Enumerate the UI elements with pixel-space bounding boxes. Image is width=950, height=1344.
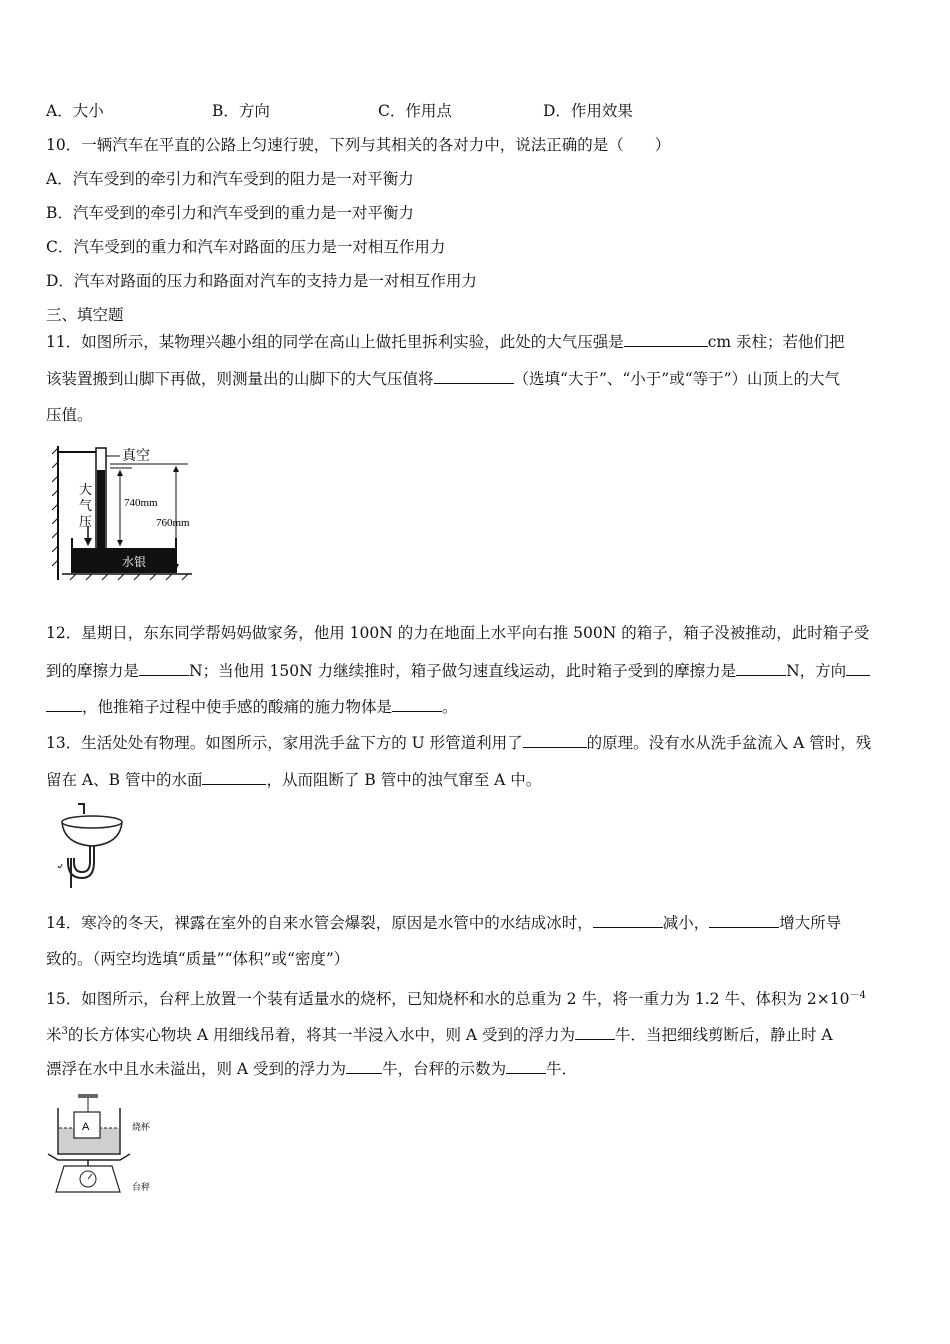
air-pressure-label: [79, 482, 92, 529]
q14-text-1a: 14．寒冷的冬天，裸露在室外的自来水管会爆裂，原因是水管中的水结成冰时，: [46, 914, 593, 932]
q11-line-3: 压值。: [46, 406, 93, 424]
q11-line-2: [46, 367, 840, 390]
q13-text-1b: 的原理。没有水从洗手盆流入 A 管时，残: [586, 734, 872, 752]
q11-blank-1[interactable]: [624, 330, 708, 347]
q14-blank-1[interactable]: [593, 911, 663, 928]
q12-text-3b: 。: [442, 698, 458, 716]
q12-blank-3a[interactable]: [846, 659, 870, 676]
q12-blank-3b[interactable]: [46, 695, 82, 712]
q15-exponent: －4: [849, 990, 866, 1001]
beaker-scale-figure: [44, 1092, 174, 1200]
air-pressure-char-3: 压: [79, 514, 93, 529]
q15-text-2a: 米: [46, 1026, 62, 1045]
q15-text-2b: 的长方体实心物块 A 用细线吊着，将其一半浸入水中，则 A 受到的浮力为: [67, 1026, 575, 1045]
mercury-label: 水银: [122, 555, 147, 569]
q15-line-3: [46, 1057, 577, 1080]
q13-line-1: [46, 731, 871, 754]
q12-text-2b: N；当他用 150N 力继续推时，箱子做匀速直线运动，此时箱子受到的摩擦力是: [189, 662, 737, 680]
q12-line-1: 12．星期日，东东同学帮妈妈做家务，他用 100N 的力在地面上水平向右推 500N 的箱子，箱子没被推动，此时箱子受: [46, 624, 870, 642]
q12-text-2a: 到的摩擦力是: [46, 662, 140, 680]
q11-text-1b: cm 汞柱；若他们把: [707, 333, 845, 351]
q9-option-d: D．作用效果: [543, 102, 633, 120]
block-a-label: A: [82, 1121, 90, 1133]
q12-text-3a: ，他推箱子过程中使手感的酸痛的施力物体是: [82, 698, 393, 716]
q12-blank-4[interactable]: [392, 695, 442, 712]
q15-line-1: [46, 985, 866, 1010]
q13-line-2: [46, 768, 541, 791]
q14-line-1: [46, 911, 841, 934]
beaker-label: 烧杯: [132, 1122, 151, 1132]
q10-stem: 10．一辆汽车在平直的公路上匀速行驶，下列与其相关的各对力中，说法正确的是（ ）: [46, 136, 671, 154]
q12-line-2: [46, 659, 870, 682]
q15-text-2c: 牛．当把细线剪断后，静止时 A: [615, 1026, 833, 1045]
q11-blank-2[interactable]: [434, 367, 514, 384]
q15-blank-1[interactable]: [575, 1023, 615, 1040]
q15-text-3a: 漂浮在水中且水未溢出，则 A 受到的浮力为: [46, 1060, 347, 1078]
q9-option-b: B．方向: [212, 102, 270, 120]
q14-blank-2[interactable]: [709, 911, 779, 928]
q10-option-d: D．汽车对路面的压力和路面对汽车的支持力是一对相互作用力: [46, 272, 477, 290]
q14-line-2: 致的。（两空均选填“质量”“体积”或“密度”）: [46, 950, 350, 968]
q9-option-c: C．作用点: [378, 102, 452, 120]
q11-line-1: [46, 330, 845, 353]
scale-label: 台秤: [132, 1182, 151, 1192]
q9-option-a: A．大小: [46, 102, 104, 120]
q13-blank-2[interactable]: [202, 768, 266, 785]
q13-text-2a: 留在 A、B 管中的水面: [46, 771, 203, 789]
q15-line-2: [46, 1021, 833, 1046]
q10-option-a: A．汽车受到的牵引力和汽车受到的阻力是一对平衡力: [46, 170, 414, 188]
sink-utrap-figure: [50, 800, 130, 890]
q14-text-1b: 减小，: [662, 914, 710, 932]
q15-text-3b: 牛，台秤的示数为: [382, 1060, 507, 1078]
q14-text-1c: 增大所导: [779, 914, 842, 932]
q15-cubic-sup: 3: [61, 1026, 68, 1037]
air-pressure-char-1: 大: [79, 482, 93, 497]
q13-text-2b: ，从而阻断了 B 管中的浊气窜至 A 中。: [266, 771, 542, 789]
q15-blank-3[interactable]: [506, 1057, 546, 1074]
q13-blank-1[interactable]: [523, 731, 587, 748]
q12-blank-2[interactable]: [736, 659, 786, 676]
q10-option-b: B．汽车受到的牵引力和汽车受到的重力是一对平衡力: [46, 204, 414, 222]
section-heading: 三、填空题: [46, 306, 124, 324]
q12-blank-1[interactable]: [139, 659, 189, 676]
torricelli-figure: [52, 440, 212, 582]
height-760-label: 760mm: [156, 517, 190, 529]
q12-text-2c: N，方向: [786, 662, 847, 680]
height-740-label: 740mm: [124, 497, 158, 509]
vacuum-label: 真空: [122, 449, 150, 464]
q11-text-2b: （选填“大于”、“小于”或“等于”）山顶上的大气: [513, 370, 841, 388]
q13-text-1a: 13．生活处处有物理。如图所示，家用洗手盆下方的 U 形管道利用了: [46, 734, 523, 752]
q11-text-1a: 11．如图所示，某物理兴趣小组的同学在高山上做托里拆利实验，此处的大气压强是: [46, 333, 624, 351]
q15-text-1a: 15．如图所示，台秤上放置一个装有适量水的烧杯，已知烧杯和水的总重为 2 牛，将一重力为 1.2 牛、体积为 2×10: [46, 990, 850, 1009]
q10-option-c: C．汽车受到的重力和汽车对路面的压力是一对相互作用力: [46, 238, 446, 256]
air-pressure-char-2: 气: [79, 498, 93, 513]
q15-text-3c: 牛．: [546, 1060, 578, 1078]
q15-blank-2[interactable]: [346, 1057, 382, 1074]
q11-text-2a: 该装置搬到山脚下再做，则测量出的山脚下的大气压值将: [46, 370, 434, 388]
q12-line-3: [46, 695, 458, 718]
